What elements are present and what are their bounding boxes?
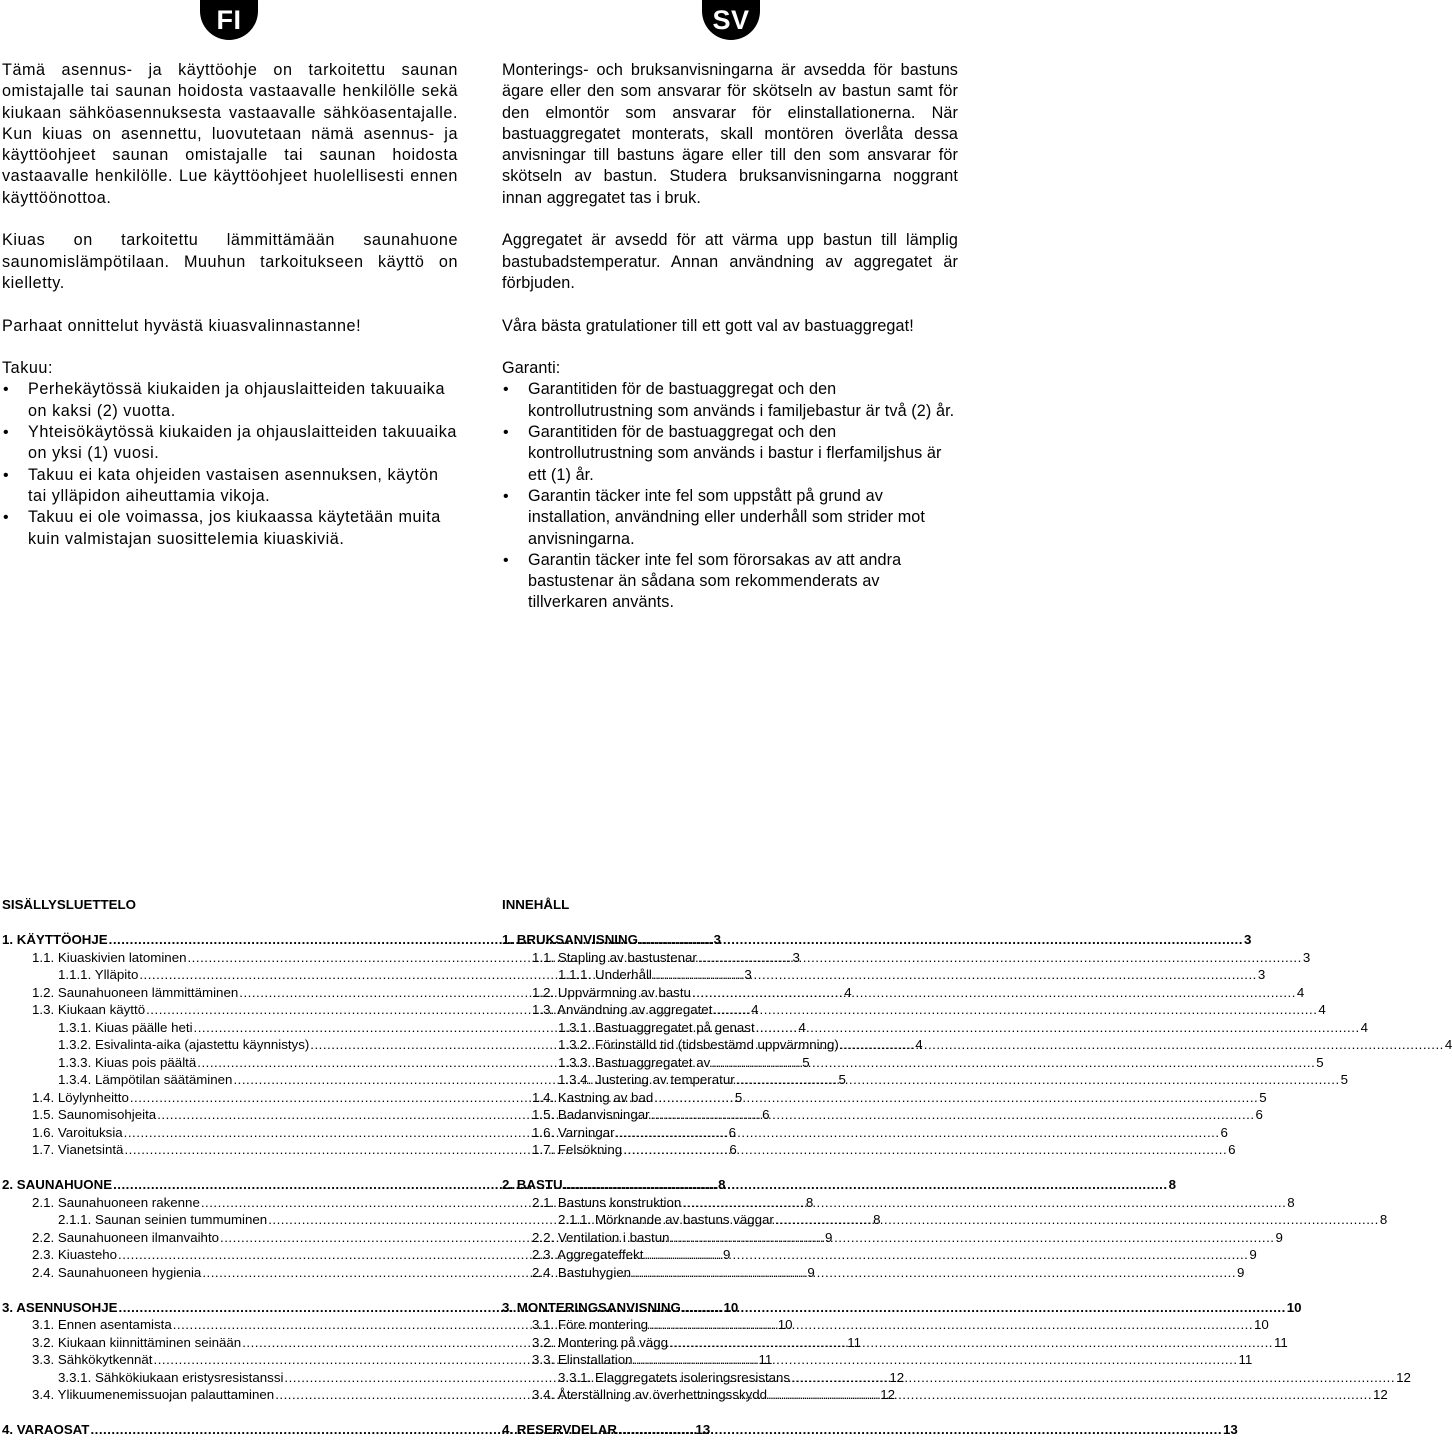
toc-page-number: 6	[728, 1124, 737, 1140]
toc-entry[interactable]	[502, 1019, 1369, 1037]
toc-page-number: 11	[847, 1334, 861, 1350]
toc-page-number: 9	[1237, 1264, 1245, 1280]
toc-entry-label: 1.5. Badanvisningar	[532, 1107, 650, 1122]
toc-entry-label: 1.1.1. Ylläpito	[58, 967, 139, 982]
toc-entry-label: 1.2. Uppvärmning av bastu	[532, 984, 691, 1000]
toc-dot-leader	[775, 1211, 1379, 1229]
toc-dot-leader	[791, 1369, 1395, 1387]
toc-page-number: 11	[758, 1352, 773, 1367]
toc-entry[interactable]	[502, 931, 1252, 949]
toc-entry-label: 3. ASENNUSOHJE	[2, 1299, 118, 1315]
intro-paragraph: Monterings- och bruksanvisningarna är avsedda för bastuns ägare eller den som ansvarar för skötseln av bastun samt för den elmontör som ansvarar för elinstallationerna. När bastuaggregatet monterats, skall montören överlåta dessa anvisningar till bastuns ägare eller till den som ansvarar för skötseln av bastun. Studera bruksanvisningarna noggrant innan aggregatet tas i bruk.	[502, 61, 958, 207]
toc-entry-label: 4. RESERVDELAR	[502, 1422, 618, 1437]
purpose-paragraph: Kiuas on tarkoitettu lämmittämään saunahuone saunomislämpötilaan. Muuhun tarkoitukseen käyttö on kielletty.	[2, 231, 458, 292]
toc-dot-leader	[616, 1124, 1220, 1142]
language-badge-sv: SV	[702, 0, 760, 40]
warranty-item: • Garantin täcker inte fel som förorsakas av att andra bastustenar än sådana som rekommenderats av tillverkaren använts.	[502, 550, 958, 614]
toc-page-number: 6	[762, 1107, 770, 1122]
toc-page-number: 3	[1257, 967, 1266, 982]
toc-page-number: 8	[873, 1212, 881, 1227]
table-of-contents-sv	[502, 896, 1452, 1456]
toc-dot-leader	[682, 1299, 1286, 1317]
toc-entry[interactable]	[502, 1369, 1411, 1387]
purpose-paragraph: Aggregatet är avsedd för att värma upp bastun till lämplig bastubadstemperatur. Annan användning av aggregatet är förbjuden.	[502, 231, 958, 292]
toc-entry-label: 3.3.1. Sähkökiukaan eristysresistanssi	[58, 1369, 284, 1385]
toc-dot-leader	[654, 1089, 1258, 1107]
warranty-heading: Garanti:	[502, 359, 561, 378]
toc-section	[502, 1421, 1238, 1439]
toc-entry-label: 1.3.2. Förinställd tid (tidsbestämd uppvärmning)	[558, 1037, 839, 1052]
toc-page-number: 3	[744, 967, 752, 982]
toc-entry[interactable]	[502, 966, 1266, 984]
toc-entry[interactable]	[502, 1229, 1283, 1247]
toc-page-number: 12	[1396, 1369, 1411, 1385]
toc-page-number: 6	[1220, 1124, 1228, 1140]
toc-page-number: 4	[844, 984, 852, 1000]
toc-page-number: 4	[798, 1019, 806, 1035]
toc-dot-leader	[649, 1316, 1253, 1334]
toc-dot-leader	[623, 1141, 1227, 1159]
toc-entry-label: 2.1. Bastuns konstruktion	[532, 1194, 682, 1210]
toc-entry-label: 1.7. Vianetsintä	[32, 1142, 124, 1157]
toc-page-number: 6	[729, 1142, 737, 1157]
toc-entry[interactable]	[502, 1246, 1257, 1264]
toc-entry-label: 3.1. Ennen asentamista	[32, 1317, 172, 1332]
toc-entry-label: 1.3. Användning av aggregatet	[532, 1002, 713, 1017]
toc-entry-label: 2. BASTU	[502, 1177, 563, 1192]
toc-entry[interactable]	[502, 1054, 1324, 1072]
toc-entry-label: 1.3.2. Esivalinta-aika (ajastettu käynnistys)	[58, 1037, 310, 1052]
toc-entry-label: 2.1.1. Saunan seinien tummuminen	[58, 1212, 268, 1227]
toc-entry[interactable]	[502, 1194, 1295, 1212]
toc-page-number: 4	[1444, 1037, 1452, 1052]
toc-entry-label: 4. VARAOSAT	[2, 1422, 90, 1437]
toc-page-number: 9	[825, 1229, 833, 1245]
toc-section	[502, 1176, 1388, 1281]
toc-entry-label: 3.3.1. Elaggregatets isoleringsresistans	[558, 1369, 791, 1385]
toc-entry[interactable]	[502, 1334, 1288, 1352]
toc-page-number: 3	[1243, 932, 1252, 947]
toc-entry-label: 1.3.3. Bastuaggregatet av	[558, 1054, 711, 1070]
warranty-list	[2, 379, 458, 549]
warranty-item: • Garantin täcker inte fel som uppstått på grund av installation, användning eller underhåll som strider mot anvisningarna.	[502, 486, 958, 550]
congratulations-paragraph: Parhaat onnittelut hyvästä kiuasvalinnastanne!	[2, 316, 362, 335]
toc-entry[interactable]	[502, 1141, 1236, 1159]
toc-dot-leader	[639, 931, 1243, 949]
toc-page-number: 10	[1286, 1299, 1302, 1315]
toc-entry-label: 2. SAUNAHUONE	[2, 1177, 113, 1192]
toc-entry-label: 1.6. Varningar	[532, 1124, 615, 1140]
toc-page-number: 4	[1360, 1019, 1369, 1035]
toc-page-number: 5	[838, 1072, 846, 1087]
toc-page-number: 5	[1316, 1054, 1324, 1070]
toc-page-number: 12	[880, 1387, 895, 1402]
toc-entry-label: 2.1. Saunahuoneen rakenne	[32, 1194, 200, 1210]
toc-page-number: 9	[723, 1247, 731, 1262]
toc-dot-leader	[692, 984, 1296, 1002]
warranty-list	[502, 379, 958, 613]
warranty-heading: Takuu:	[2, 359, 53, 378]
toc-entry-label: 1.3.1. Kiuas päälle heti	[58, 1019, 193, 1035]
toc-entry[interactable]	[502, 1316, 1269, 1334]
toc-page-number: 11	[1274, 1334, 1288, 1350]
intro-paragraph: Tämä asennus- ja käyttöohje on tarkoitettu saunan omistajalle tai saunan hoidosta vastaavalle henkilölle sekä kiukaan sähköasennuksesta vastaavalle sähköasentajalle. Kun kiuas on asennettu, luovutetaan nämä asennus- ja käyttöohjeet saunan omistajalle tai saunan hoidosta vastaavalle henkilölle. Lue käyttöohjeet huolellisesti ennen käyttöönottoa.	[2, 61, 458, 207]
toc-page-number: 4	[915, 1037, 923, 1052]
toc-page-number: 6	[1255, 1107, 1263, 1122]
toc-entry[interactable]	[502, 1036, 1452, 1054]
toc-entry[interactable]	[502, 1421, 1238, 1439]
toc-dot-leader	[713, 1001, 1317, 1019]
toc-entry-label: 1.6. Varoituksia	[32, 1124, 123, 1140]
toc-page-number: 5	[1340, 1072, 1349, 1087]
toc-entry-label: 1.3.4. Justering av temperatur	[558, 1072, 735, 1087]
toc-page-number: 4	[751, 1002, 759, 1017]
toc-entry-label: 3.1. Före montering	[532, 1317, 649, 1332]
toc-entry-label: 2.3. Kiuasteho	[32, 1247, 118, 1262]
toc-entry-label: 2.4. Saunahuoneen hygienia	[32, 1264, 202, 1280]
toc-entry-label: 1.4. Kastning av bad	[532, 1089, 654, 1105]
toc-page-number: 10	[1254, 1317, 1269, 1332]
toc-dot-leader	[564, 1176, 1168, 1194]
toc-entry-label: 1.4. Löylynheitto	[32, 1089, 129, 1105]
toc-entry-label: 1.1.1. Underhåll	[558, 967, 652, 982]
toc-page-number: 11	[1238, 1352, 1253, 1367]
toc-entry-label: 1.7. Felsökning	[532, 1142, 623, 1157]
toc-entry[interactable]	[502, 1106, 1263, 1124]
toc-entry-label: 1.3.1. Bastuaggregatet på genast	[558, 1019, 755, 1035]
toc-page-number: 4	[1318, 1002, 1326, 1017]
toc-page-number: 3	[713, 932, 722, 947]
toc-page-number: 3	[792, 949, 800, 965]
toc-dot-leader	[669, 1334, 1273, 1352]
warranty-item: • Takuu ei kata ohjeiden vastaisen asennuksen, käytön tai ylläpidon aiheuttamia vikoja.	[2, 465, 458, 508]
toc-page-number: 10	[777, 1317, 793, 1332]
toc-page-number: 3	[1302, 949, 1311, 965]
toc-entry-label: 3.4. Återställning av överhettningsskydd	[532, 1387, 768, 1402]
toc-entry[interactable]	[502, 1089, 1267, 1107]
toc-dot-leader	[671, 1229, 1275, 1247]
toc-page-number: 5	[1259, 1089, 1267, 1105]
toc-entry[interactable]	[502, 1124, 1228, 1142]
toc-title: SISÄLLYSLUETTELO	[2, 897, 136, 912]
toc-dot-leader	[644, 1246, 1248, 1264]
toc-entry-label: 2.1.1. Mörknande av bastuns väggar	[558, 1212, 774, 1227]
toc-entry-label: 2.2. Ventilation i bastun	[532, 1229, 670, 1245]
toc-dot-leader	[618, 1421, 1222, 1439]
toc-page-number: 4	[1296, 984, 1305, 1000]
toc-page-number: 6	[1228, 1142, 1236, 1157]
toc-entry-label: 1. KÄYTTÖOHJE	[2, 932, 108, 947]
warranty-item: • Garantitiden för de bastuaggregat och den kontrollutrustning som används i familjebastur är två (2) år.	[502, 379, 958, 422]
toc-entry-label: 1.2. Saunahuoneen lämmittäminen	[32, 984, 239, 1000]
toc-entry[interactable]	[502, 1386, 1388, 1404]
toc-entry-label: 2.2. Saunahuoneen ilmanvaihto	[32, 1229, 220, 1245]
toc-page-number: 8	[805, 1194, 814, 1210]
toc-page-number: 8	[718, 1177, 726, 1192]
toc-section	[502, 1299, 1411, 1404]
toc-entry-label: 1. BRUKSANVISNING	[502, 932, 638, 947]
toc-dot-leader	[711, 1054, 1315, 1072]
toc-entry-label: 1.3.4. Lämpötilan säätäminen	[58, 1072, 233, 1087]
toc-entry-label: 3.2. Kiukaan kiinnittäminen seinään	[32, 1334, 242, 1350]
toc-entry-label: 3.3. Sähkökytkennät	[32, 1352, 153, 1367]
toc-page-number: 5	[802, 1054, 810, 1070]
toc-page-number: 8	[1287, 1194, 1295, 1210]
toc-dot-leader	[698, 949, 1302, 967]
toc-page-number: 8	[1168, 1177, 1176, 1192]
toc-page-number: 12	[1373, 1387, 1388, 1402]
toc-title: INNEHÅLL	[502, 897, 570, 912]
warranty-item: • Garantitiden för de bastuaggregat och den kontrollutrustning som används i bastur i flerfamiljshus är ett (1) år.	[502, 422, 958, 486]
warranty-item: • Yhteisökäytössä kiukaiden ja ohjauslaitteiden takuuaika on yksi (1) vuosi.	[2, 422, 458, 465]
toc-entry[interactable]	[502, 1211, 1388, 1229]
toc-dot-leader	[653, 966, 1257, 984]
congratulations-paragraph: Våra bästa gratulationer till ett gott val av bastuaggregat!	[502, 316, 914, 335]
toc-entry-label: 3.4. Ylikuumenemissuojan palauttaminen	[32, 1387, 275, 1402]
toc-page-number: 13	[1223, 1422, 1238, 1437]
toc-dot-leader	[768, 1386, 1372, 1404]
toc-entry-label: 2.4. Bastuhygien	[532, 1264, 632, 1280]
toc-entry-label: 1.1. Kiuaskivien latominen	[32, 949, 187, 965]
toc-page-number: 12	[889, 1369, 905, 1385]
toc-page-number: 13	[695, 1422, 711, 1437]
toc-dot-leader	[632, 1264, 1236, 1282]
toc-entry-label: 1.1. Stapling av bastustenar	[532, 949, 697, 965]
toc-entry-label: 1.5. Saunomisohjeita	[32, 1107, 157, 1122]
toc-entry-label: 3. MONTERINGSANVISNING	[502, 1299, 681, 1315]
toc-dot-leader	[682, 1194, 1286, 1212]
toc-entry[interactable]	[502, 1176, 1176, 1194]
toc-entry-label: 3.3. Elinstallation	[532, 1352, 633, 1367]
toc-entry[interactable]	[502, 1071, 1349, 1089]
intro-text-fi	[2, 60, 458, 550]
toc-entry-label: 1.3. Kiukaan käyttö	[32, 1002, 146, 1017]
toc-dot-leader	[651, 1106, 1255, 1124]
warranty-item: • Perhekäytössä kiukaiden ja ohjauslaitteiden takuuaika on kaksi (2) vuotta.	[2, 379, 458, 422]
toc-entry[interactable]	[502, 1351, 1253, 1369]
toc-entry-label: 1.3.3. Kiuas pois päältä	[58, 1054, 197, 1070]
toc-page-number: 8	[1379, 1212, 1388, 1227]
toc-dot-leader	[736, 1071, 1340, 1089]
toc-entry[interactable]	[502, 1299, 1302, 1317]
toc-entry[interactable]	[502, 984, 1305, 1002]
toc-page-number: 10	[723, 1299, 739, 1315]
toc-entry-label: 3.2. Montering på vägg	[532, 1334, 669, 1350]
toc-dot-leader	[756, 1019, 1360, 1037]
intro-text-sv	[502, 60, 958, 614]
toc-page-number: 9	[807, 1264, 815, 1280]
toc-page-number: 9	[1275, 1229, 1283, 1245]
toc-entry[interactable]	[502, 1264, 1245, 1282]
toc-entry[interactable]	[502, 949, 1311, 967]
toc-page-number: 5	[734, 1089, 743, 1105]
toc-entry-label: 2.3. Aggregateffekt	[532, 1247, 644, 1262]
toc-dot-leader	[634, 1351, 1238, 1369]
toc-page-number: 9	[1249, 1247, 1257, 1262]
language-badge-fi: FI	[200, 0, 258, 40]
warranty-item: • Takuu ei ole voimassa, jos kiukaassa käytetään muita kuin valmistajan suosittelemia kiuaskiviä.	[2, 507, 458, 550]
toc-entry[interactable]	[502, 1001, 1326, 1019]
toc-dot-leader	[840, 1036, 1444, 1054]
toc-section	[502, 931, 1452, 1159]
